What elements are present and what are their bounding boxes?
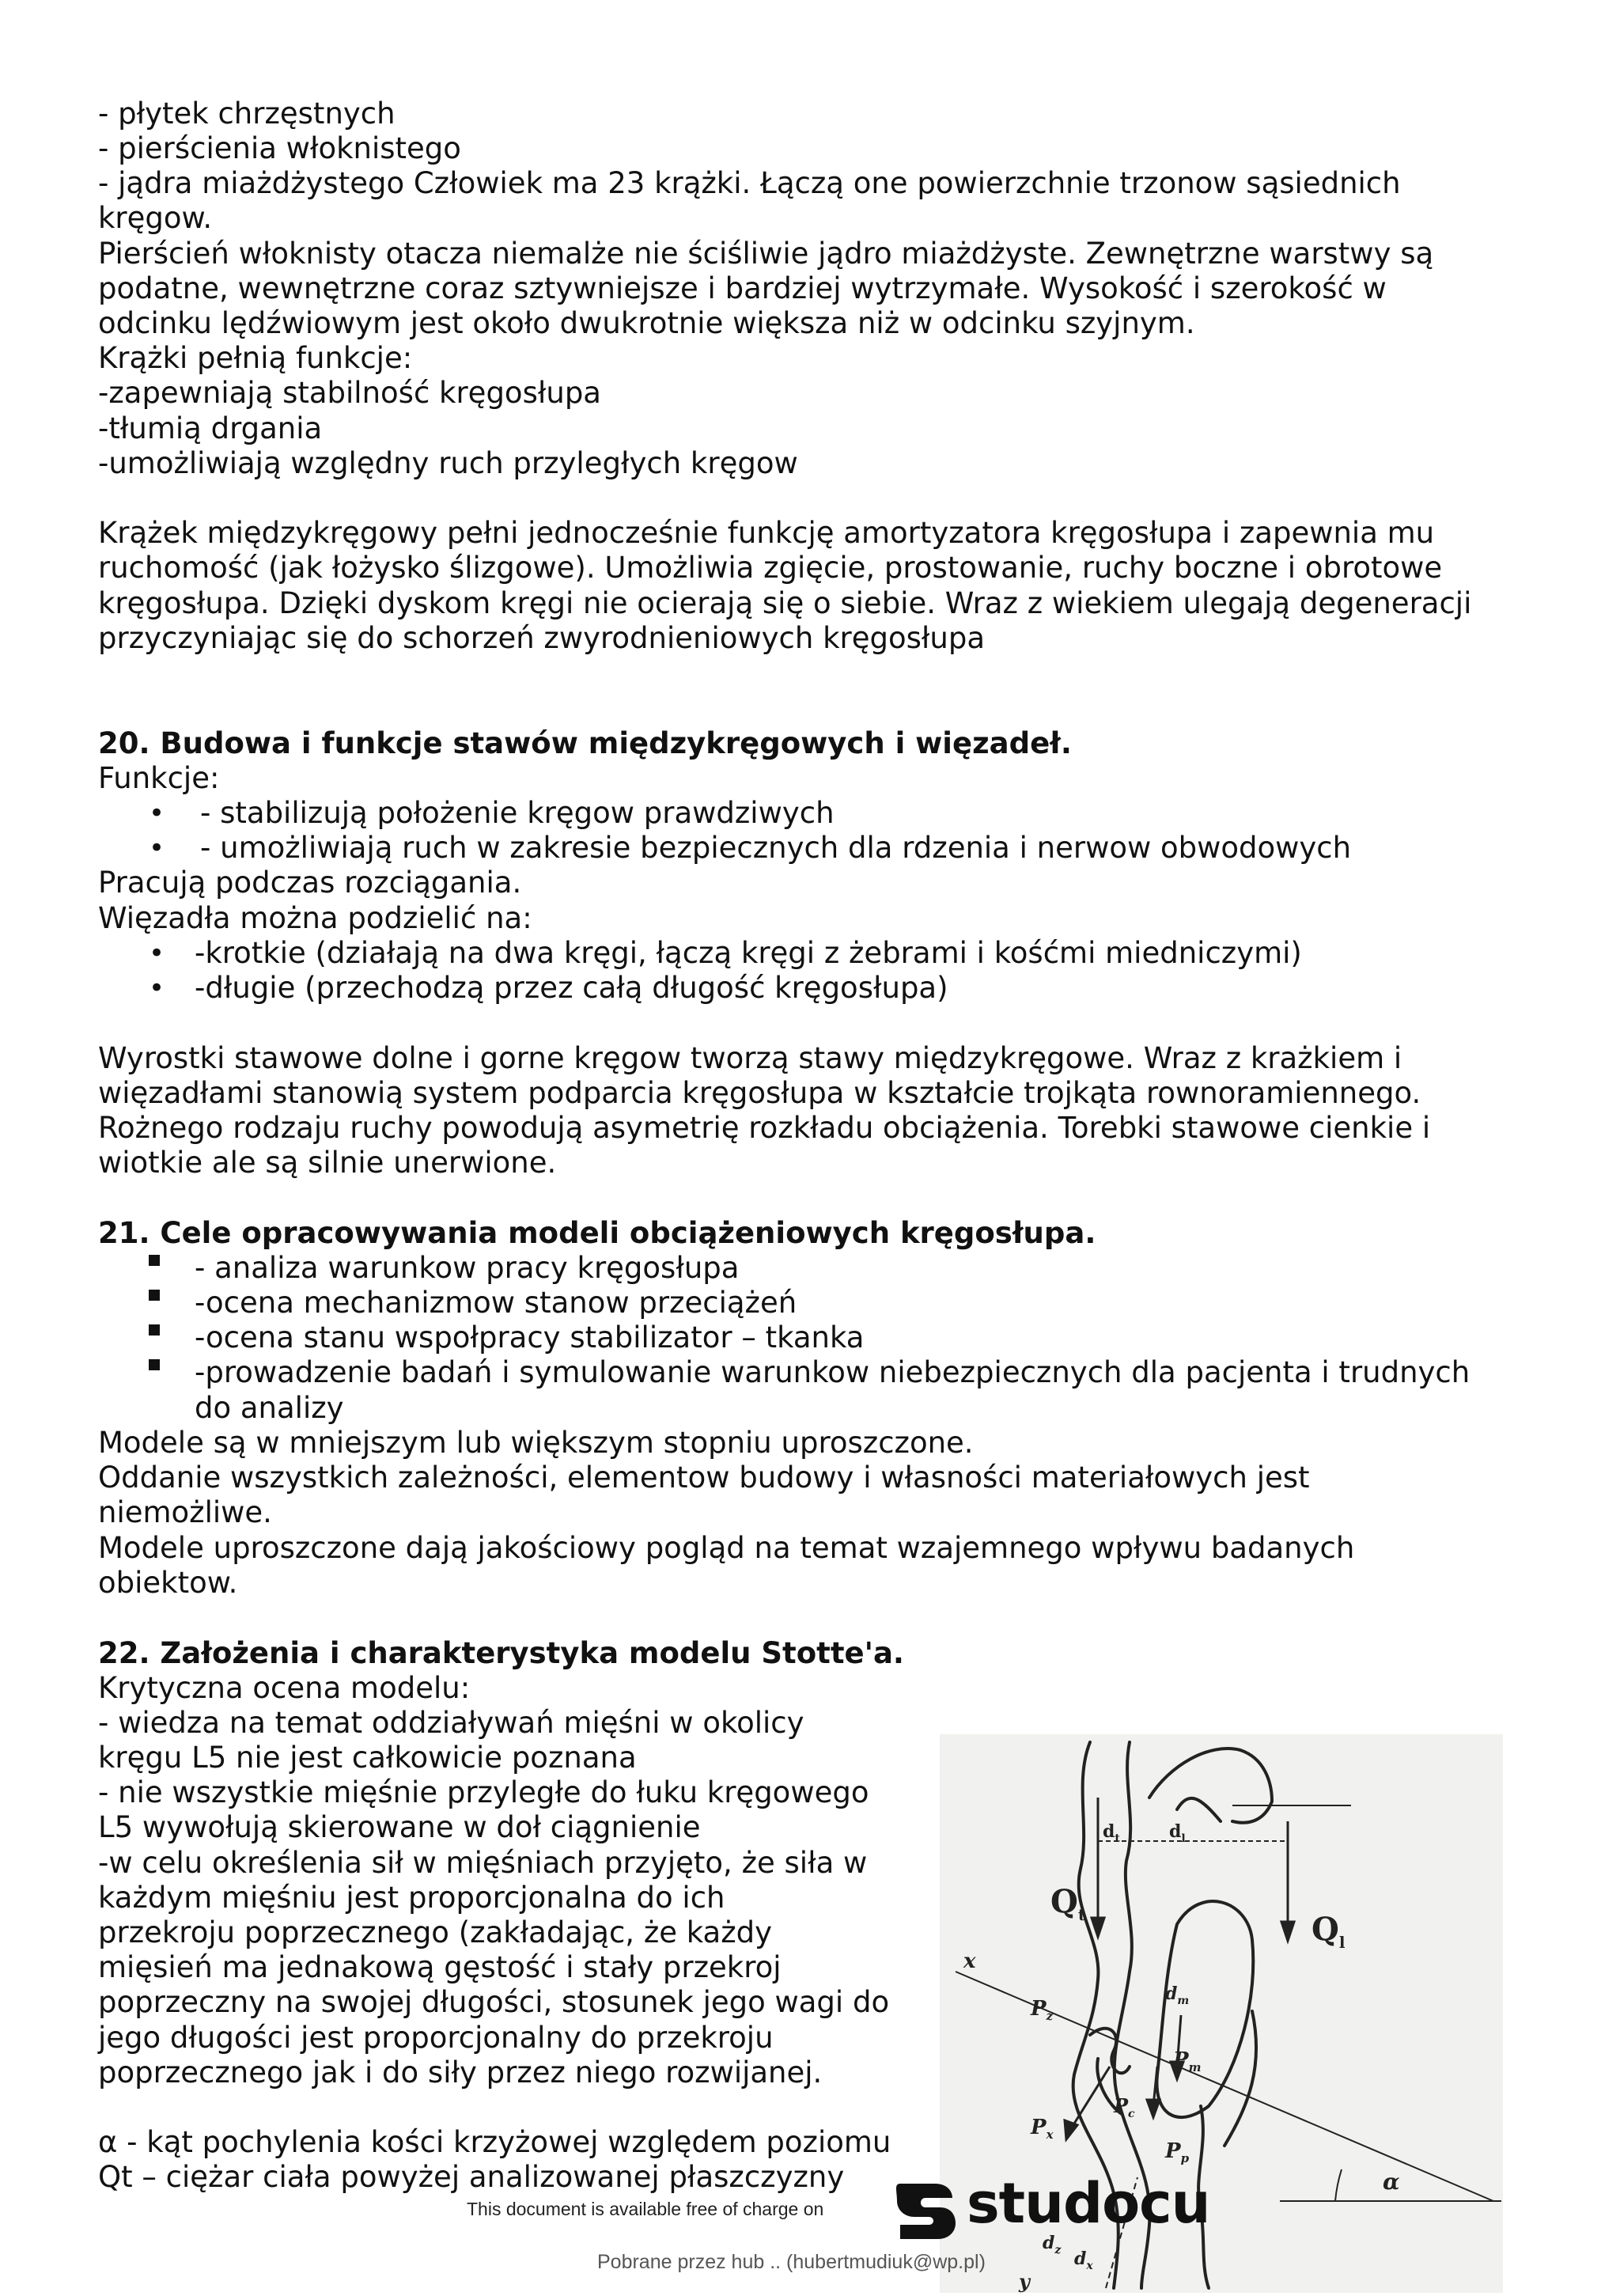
list-item: - umożliwiają ruch w zakresie bezpiecznych dla rdzenia i nerwow obwodowych [200, 831, 1352, 865]
figure-label-alpha: α [1383, 2169, 1400, 2195]
text-line: Pierścień włoknisty otacza niemalże nie ściśliwie jądro miażdżyste. Zewnętrzne warstwy są [98, 237, 1434, 271]
figure-label-dt: d [1103, 1821, 1115, 1842]
text-line: każdym mięśniu jest proporcjonalna do ich [98, 1881, 725, 1915]
text-line: Modele są w mniejszym lub większym stopniu uproszczone. [98, 1426, 974, 1460]
figure-label-dl-sub: l [1181, 1832, 1186, 1845]
figure-label-dx: d [1074, 2249, 1087, 2269]
text-line: więzadłami stanowią system podparcia kręgosłupa w kształcie trojkąta rownoramiennego. [98, 1076, 1421, 1110]
text-line: niemożliwe. [98, 1495, 272, 1529]
figure-label-px-sub: x [1046, 2127, 1054, 2142]
svg-text:Pz [1030, 1997, 1054, 2023]
figure-label-qt: Q [1050, 1883, 1078, 1920]
text-line: ruchomość (jak łożysko ślizgowe). Umożliwia zgięcie, prostowanie, ruchy boczne i obrotowe [98, 551, 1443, 585]
svg-text:dl [1169, 1821, 1186, 1845]
bullet-dot: • [149, 798, 165, 829]
list-item: -krotkie (działają na dwa kręgi, łączą kręgi z żebrami i kośćmi miedniczymi) [195, 936, 1302, 970]
square-bullet [149, 1255, 160, 1266]
text-line: przyczyniając się do schorzeń zwyrodnieniowych kręgosłupa [98, 621, 986, 655]
text-line: Krążki pełnią funkcje: [98, 341, 413, 375]
figure-label-dl: d [1169, 1821, 1182, 1842]
figure-label-dz-sub: z [1054, 2244, 1062, 2256]
figure-label-x: x [963, 1949, 976, 1973]
text-line: - płytek chrzęstnych [98, 97, 396, 131]
square-bullet [149, 1290, 160, 1301]
svg-text:dm [1165, 1983, 1189, 2007]
section-heading: 20. Budowa i funkcje stawów międzykręgowych i więzadeł. [98, 726, 1072, 760]
text-line: poprzecznego jak i do siły przez niego rozwijanej. [98, 2055, 823, 2090]
text-line: Oddanie wszystkich zależności, elementow budowy i własności materiałowych jest [98, 1461, 1310, 1495]
list-item-continuation: do analizy [195, 1391, 344, 1425]
list-item: -długie (przechodzą przez całą długość kręgosłupa) [195, 971, 948, 1005]
figure-label-pm-sub: m [1188, 2060, 1202, 2074]
svg-text:Pm [1172, 2048, 1201, 2074]
figure-label-pz: P [1031, 1997, 1047, 2021]
text-line: przekroju poprzecznego (zakładając, że każdy [98, 1915, 773, 1949]
text-line: obiektow. [98, 1566, 238, 1600]
figure-label-dm: d [1165, 1983, 1178, 2004]
figure-label-pm: P [1173, 2048, 1189, 2072]
text-line: - jądra miażdżystego Człowiek ma 23 krążki. Łączą one powierzchnie trzonow sąsiednich [98, 166, 1401, 200]
section-heading: 21. Cele opracowywania modeli obciążeniowych kręgosłupa. [98, 1216, 1096, 1250]
section-heading: 22. Założenia i charakterystyka modelu Stotte'a. [98, 1636, 904, 1670]
figure-label-dx-sub: x [1086, 2260, 1093, 2272]
figure-label-px: P [1031, 2116, 1047, 2139]
svg-text:dt [1103, 1821, 1120, 1845]
svg-text:Px [1030, 2116, 1054, 2142]
text-line: Krążek międzykręgowy pełni jednocześnie funkcję amortyzatora kręgosłupa i zapewnia mu [98, 516, 1435, 550]
text-line: podatne, wewnętrzne coraz sztywniejsze i bardziej wytrzymałe. Wysokość i szerokość w [98, 271, 1387, 305]
svg-text:Pp [1164, 2139, 1190, 2165]
svg-text:dx [1074, 2249, 1093, 2272]
figure-label-y: y [1019, 2270, 1030, 2293]
text-line: - nie wszystkie mięśnie przyległe do łuku kręgowego [98, 1775, 869, 1809]
text-line: -zapewniają stabilność kręgosłupa [98, 376, 601, 410]
text-line: jego długości jest proporcjonalny do przekroju [98, 2021, 774, 2055]
square-bullet [149, 1359, 160, 1370]
footer-availability-text: This document is available free of charge on [467, 2199, 824, 2219]
square-bullet [149, 1324, 160, 1336]
text-line: L5 wywołują skierowane w doł ciągnienie [98, 1810, 701, 1844]
bullet-dot: • [149, 832, 165, 864]
list-item: -ocena stanu wspołpracy stabilizator – tkanka [195, 1320, 865, 1354]
text-line: kręgow. [98, 201, 213, 235]
svg-text:Ql [1312, 1911, 1346, 1952]
text-line: Rożnego rodzaju ruchy powodują asymetrię rozkładu obciążenia. Torebki stawowe cienkie i [98, 1111, 1431, 1145]
list-item: -ocena mechanizmow stanow przeciążeń [195, 1286, 797, 1320]
text-line: Wyrostki stawowe dolne i gorne kręgow tworzą stawy międzykręgowe. Wraz z krażkiem i [98, 1041, 1402, 1075]
list-item: - analiza warunkow pracy kręgosłupa [195, 1251, 740, 1285]
figure-label-pp-sub: p [1180, 2151, 1190, 2165]
list-item: -prowadzenie badań i symulowanie warunkow niebezpiecznych dla pacjenta i trudnych [195, 1355, 1470, 1389]
text-line: kręgosłupa. Dzięki dyskom kręgi nie ocierają się o siebie. Wraz z wiekiem ulegają degeneracji [98, 586, 1472, 620]
text-line: Modele uproszczone dają jakościowy pogląd na temat wzajemnego wpływu badanych [98, 1531, 1355, 1565]
download-note: Pobrane przez hub .. (hubertmudiuk@wp.pl) [597, 2251, 986, 2273]
svg-text:dz [1043, 2233, 1062, 2256]
studocu-logo-text[interactable]: studocu [967, 2171, 1210, 2236]
text-line: wiotkie ale są silnie unerwione. [98, 1146, 557, 1180]
text-line: Krytyczna ocena modelu: [98, 1671, 471, 1705]
bullet-dot: • [149, 972, 165, 1004]
text-line: α - kąt pochylenia kości krzyżowej względem poziomu [98, 2125, 891, 2159]
figure-label-dm-sub: m [1177, 1995, 1190, 2007]
text-line: mięsień ma jednakową gęstość i stały przekroj [98, 1950, 782, 1984]
text-line: Pracują podczas rozciągania. [98, 866, 522, 900]
text-line: Qt – ciężar ciała powyżej analizowanej płaszczyzny [98, 2160, 845, 2194]
list-item: - stabilizują położenie kręgow prawdziwych [200, 796, 835, 830]
figure-label-dz: d [1043, 2233, 1055, 2253]
figure-label-pc: P [1114, 2094, 1129, 2117]
text-line: kręgu L5 nie jest całkowicie poznana [98, 1741, 637, 1775]
figure-label-pc-sub: c [1128, 2108, 1135, 2120]
studocu-logo-icon[interactable] [894, 2177, 959, 2244]
text-line: -w celu określenia sił w mięśniach przyjęto, że siła w [98, 1846, 868, 1880]
text-line: Więzadła można podzielić na: [98, 901, 532, 935]
figure-label-dt-sub: t [1115, 1832, 1120, 1845]
bullet-dot: • [149, 938, 165, 969]
text-line: -tłumią drgania [98, 411, 323, 445]
figure-label-pp: P [1165, 2139, 1181, 2163]
text-line: - wiedza na temat oddziaływań mięśni w okolicy [98, 1706, 804, 1740]
figure-label-qt-sub: t [1077, 1905, 1086, 1924]
svg-text:Pc [1113, 2094, 1135, 2120]
figure-label-ql-sub: l [1338, 1933, 1346, 1952]
text-line: - pierścienia włoknistego [98, 131, 461, 165]
text-line: Funkcje: [98, 761, 220, 795]
figure-label-pz-sub: z [1046, 2009, 1054, 2023]
text-line: poprzeczny na swojej długości, stosunek jego wagi do [98, 1985, 890, 2019]
text-line: odcinku lędźwiowym jest około dwukrotnie większa niż w odcinku szyjnym. [98, 306, 1195, 340]
text-line: -umożliwiają względny ruch przyległych kręgow [98, 446, 798, 480]
figure-label-ql: Q [1312, 1911, 1339, 1948]
